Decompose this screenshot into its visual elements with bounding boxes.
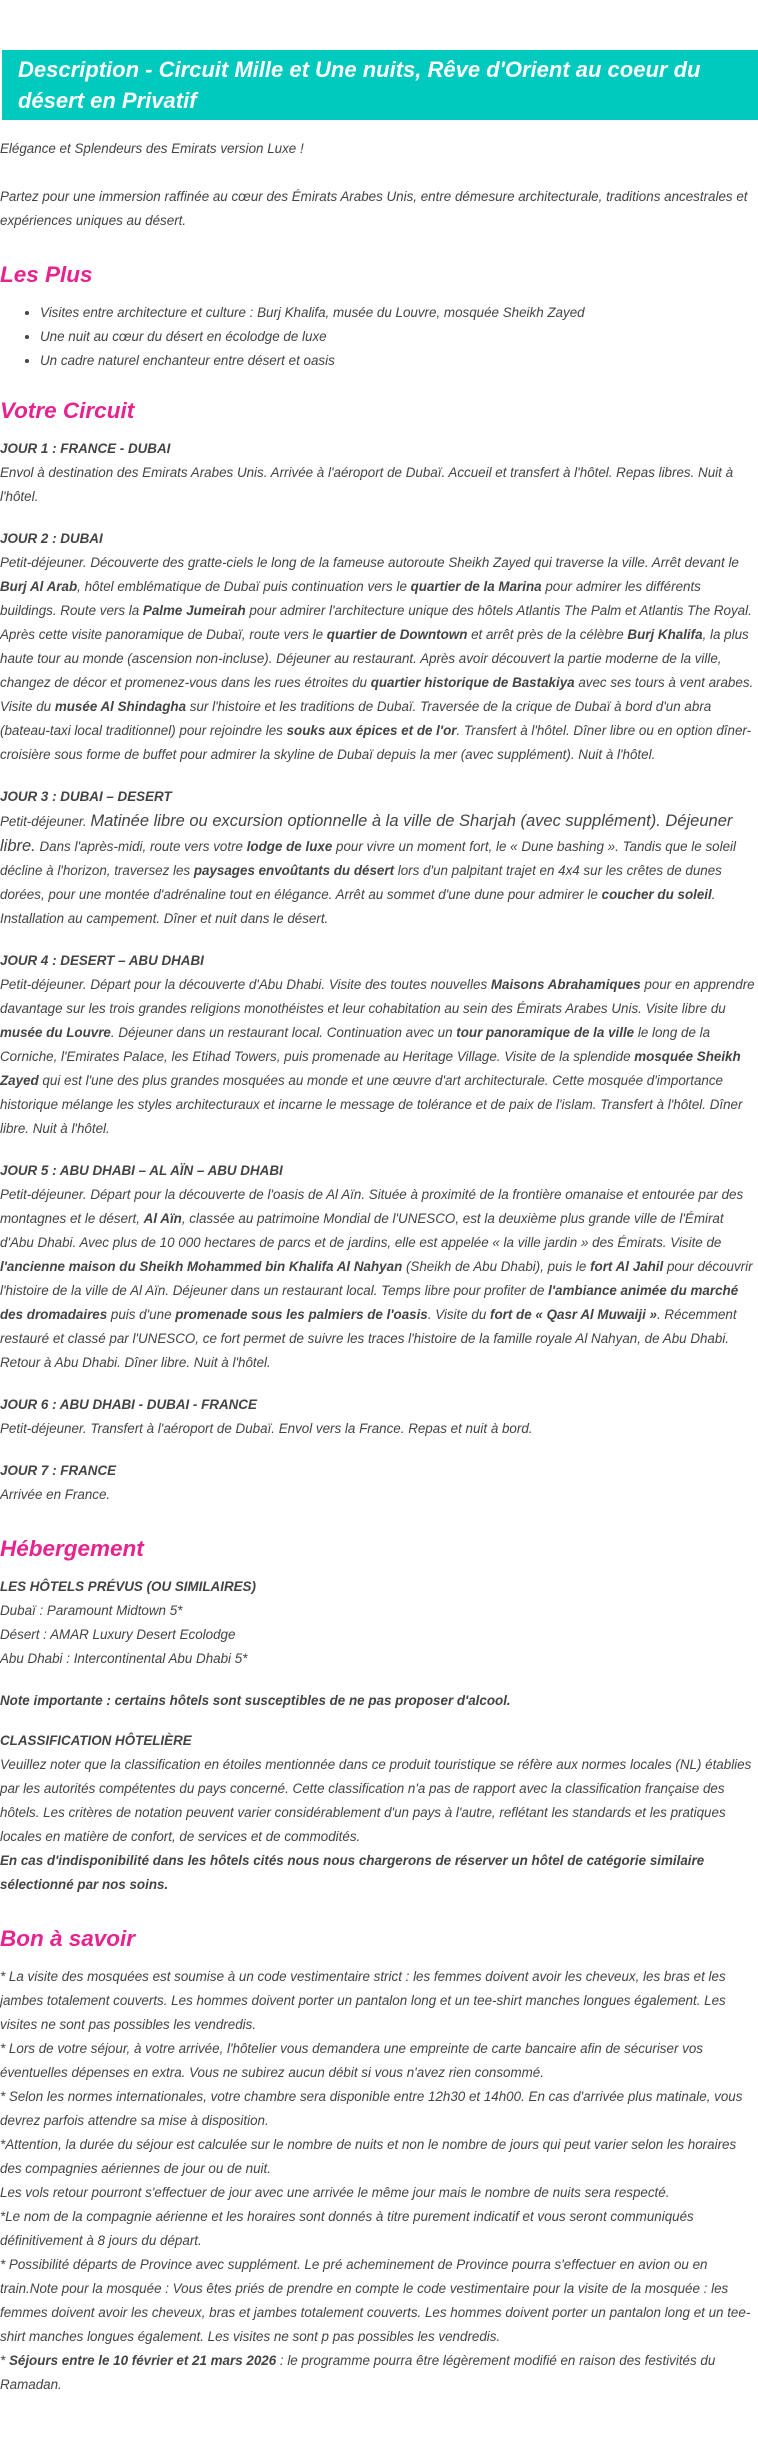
day-block	[0, 1459, 758, 1507]
section-heading-circuit: Votre Circuit	[0, 398, 135, 423]
body-text: Matinée libre ou excursion optionnelle à la ville de Sharjah (avec supplément). Déjeuner libre.	[0, 812, 733, 855]
body-text: * La visite des mosquées est soumise à un code vestimentaire strict : les femmes doivent avoir les cheveux, les bras et les jambes totalement couverts. Les hommes doivent porter un pantalon long et un tee-shirt manches longues également. Les visites ne sont pas possibles les vendredis.	[0, 1969, 726, 2032]
section-heading-hebergement: Hébergement	[0, 1536, 144, 1561]
day-title: JOUR 7 : FRANCE	[0, 1463, 117, 1478]
hotels-block	[0, 1575, 758, 1671]
body-text: Les vols retour pourront s'effectuer de jour avec une arrivée le même jour mais le nombre de nuits sera respecté.	[0, 2185, 670, 2200]
body-text: Envol à destination des Emirats Arabes Unis. Arrivée à l'aéroport de Dubaï. Accueil et transfert à l'hôtel. Repas libres. Nuit à l'hôtel.	[0, 465, 734, 504]
day-block	[0, 949, 758, 1141]
day-block	[0, 437, 758, 509]
highlight-text: Séjours entre le 10 février et 21 mars 2026	[8, 2353, 277, 2368]
highlight-text: Burj Khalifa	[627, 627, 703, 642]
note-item	[0, 2205, 758, 2253]
highlight-text: quartier historique de Bastakiya	[370, 675, 575, 690]
highlight-text: musée Al Shindagha	[54, 699, 187, 714]
body-text: . Transfert à l'hôtel. Dîner libre ou en option dîner-croisière sous forme de buffet pour admirer la skyline de Dubaï depuis la mer (avec supplément). Nuit à l'hôtel.	[0, 723, 752, 762]
body-text: *	[0, 2353, 9, 2368]
body-text: Petit-déjeuner. Départ pour la découverte d'Abu Dhabi. Visite des toutes nouvelles	[0, 977, 491, 992]
day-description	[0, 551, 758, 767]
intro-text: Partez pour une immersion raffinée au cœur des Émirats Arabes Unis, entre démesure architecturale, traditions ancestrales et expériences uniques au désert.	[0, 189, 748, 228]
body-text: . Récemment restauré et classé par l'UNESCO, ce fort permet de suivre les traces l'histoire de la famille royale Al Nahyan, de Abu Dhabi. Retour à Abu Dhabi. Dîner libre. Nuit à l'hôtel.	[0, 1307, 737, 1370]
highlight-text: Burj Al Arab	[0, 579, 78, 594]
note-item	[0, 2349, 758, 2397]
body-text: Petit-déjeuner. Transfert à l'aéroport de Dubaï. Envol vers la France. Repas et nuit à bord.	[0, 1421, 533, 1436]
day-block	[0, 1393, 758, 1441]
plus-item: • Visites entre architecture et culture : Burj Khalifa, musée du Louvre, mosquée Sheikh Zayed	[40, 301, 758, 325]
body-text: , hôtel emblématique de Dubaï puis continuation vers le	[77, 579, 411, 594]
body-text: , classée au patrimoine Mondial de l'UNESCO, est la deuxième plus grande ville de l'Émirat d'Abu Dhabi. Avec plus de 10 000 hectares de parcs et de jardins, elle est appelée « la ville jardin » des Émirats. Visite de	[0, 1211, 724, 1250]
day-description	[0, 1483, 758, 1507]
highlight-text: fort de « Qasr Al Muwaiji »	[490, 1307, 657, 1322]
page-title: Description - Circuit Mille et Une nuits, Rêve d'Orient au coeur du désert en Privatif	[2, 50, 758, 120]
body-text: . Visite du	[427, 1307, 491, 1322]
highlight-text: l'ancienne maison du Sheikh Mohammed bin Khalifa Al Nahyan	[0, 1259, 403, 1274]
highlight-text: Palme Jumeirah	[142, 603, 246, 618]
highlight-text: Al Aïn	[143, 1211, 182, 1226]
section-heading-bon-a-savoir: Bon à savoir	[0, 1926, 136, 1951]
body-text: Petit-déjeuner. Découverte des gratte-ciels le long de la fameuse autoroute Sheikh Zayed qui traverse la ville. Arrêt devant le	[0, 555, 739, 570]
body-text: *Attention, la durée du séjour est calculée sur le nombre de nuits et non le nombre de jours qui peut varier selon les horaires des compagnies aériennes de jour ou de nuit.	[0, 2137, 737, 2176]
body-text: puis d'une	[107, 1307, 176, 1322]
plus-list	[0, 301, 758, 373]
hotel-item: Dubaï : Paramount Midtown 5*	[0, 1603, 183, 1618]
body-text: qui est l'une des plus grandes mosquées au monde et une œuvre d'art architecturale. Cette mosquée d'importance historique mélange les styles architecturaux et incarne le message de tolérance et de paix de l'islam. Transfert à l'hôtel. Dîner libre. Nuit à l'hôtel.	[0, 1073, 743, 1136]
body-text: Petit-déjeuner. Départ pour la découverte de l'oasis de Al Aïn. Située à proximité de la frontière omanaise et entourée par des montagnes et le désert,	[0, 1187, 744, 1226]
highlight-text: tour panoramique de la ville	[456, 1025, 635, 1040]
day-title: JOUR 2 : DUBAI	[0, 531, 103, 546]
note-item	[0, 2133, 758, 2181]
body-text: pour admirer l'architecture unique des hôtels Atlantis The Palm et Atlantis The Royal. Après cette visite panoramique de Dubaï, route vers le	[0, 603, 752, 642]
highlight-text: promenade sous les palmiers de l'oasis	[175, 1307, 428, 1322]
body-text: , la plus haute tour au monde (ascension non-incluse). Déjeuner au restaurant. Après avoir découvert la partie moderne de la ville, changez de décor et promenez-vous dans les rues étroites du	[0, 627, 749, 690]
body-text: *Le nom de la compagnie aérienne et les horaires sont donnés à titre purement indicatif et vous seront communiqués définitivement à 8 jours du départ.	[0, 2209, 694, 2248]
day-description	[0, 1183, 758, 1375]
body-text: pour vivre un moment fort, le « Dune bashing ». Tandis que le soleil décline à l'horizon, traversez les	[0, 839, 736, 878]
body-text: . Déjeuner dans un restaurant local. Continuation avec un	[110, 1025, 457, 1040]
body-text: . Installation au campement. Dîner et nuit dans le désert.	[0, 887, 716, 926]
intro-tagline: Elégance et Splendeurs des Emirats version Luxe !	[0, 141, 304, 156]
highlight-text: musée du Louvre	[0, 1025, 111, 1040]
body-text: Petit-déjeuner.	[0, 814, 91, 829]
plus-item: • Une nuit au cœur du désert en écolodge de luxe	[40, 325, 758, 349]
body-text: pour en apprendre davantage sur les trois grandes religions monothéistes et leur cohabitation au sein des Émirats Arabes Unis. Visite libre du	[0, 977, 755, 1016]
day-description	[0, 1417, 758, 1441]
highlight-text: paysages envoûtants du désert	[193, 863, 395, 878]
notes-list	[0, 1965, 758, 2397]
body-text: * Lors de votre séjour, à votre arrivée, l'hôtelier vous demandera une empreinte de carte bancaire afin de sécuriser vos éventuelles dépenses en extra. Vous ne subirez aucun débit si vous n'avez rien consommé.	[0, 2041, 703, 2080]
body-text: pour découvrir l'histoire de la ville de Al Aïn. Déjeuner dans un restaurant local. Temps libre pour profiter de	[0, 1259, 753, 1298]
body-text: avec ses tours à vent arabes. Visite du	[0, 675, 754, 714]
day-title: JOUR 4 : DESERT – ABU DHABI	[0, 953, 204, 968]
highlight-text: Maisons Abrahamiques	[490, 977, 641, 992]
plus-item: • Un cadre naturel enchanteur entre désert et oasis	[40, 349, 758, 373]
day-description	[0, 973, 758, 1141]
highlight-text: quartier de Downtown	[326, 627, 468, 642]
note-item	[0, 1965, 758, 2037]
body-text: (Sheikh de Abu Dhabi), puis le	[402, 1259, 591, 1274]
day-block	[0, 527, 758, 767]
highlight-text: l'ambiance animée du marché des dromadaires	[0, 1283, 739, 1322]
body-text: Dans l'après-midi, route vers votre	[35, 839, 247, 854]
body-text: le long de la Corniche, l'Emirates Palace, les Etihad Towers, puis promenade au Heritage Village. Visite de la splendide	[0, 1025, 711, 1064]
day-description	[0, 461, 758, 509]
note-item	[0, 2253, 758, 2349]
highlight-text: quartier de la Marina	[410, 579, 542, 594]
itinerary	[0, 437, 758, 1507]
body-text: * Possibilité départs de Province avec supplément. Le pré acheminement de Province pourra s'effectuer en avion ou en train.Note pour la mosquée : Vous êtes priés de prendre en compte le code vestimentaire pour la visite de la mosquée : les femmes doivent avoir les cheveux, bras et jambes totalement couverts. Les hommes doivent porter un pantalon long et un tee-shirt manches longues également. Les visites ne sont p pas possibles les vendredis.	[0, 2257, 751, 2344]
classification-text: Veuillez noter que la classification en étoiles mentionnée dans ce produit touristique se réfère aux normes locales (NL) établies par les autorités compétentes du pays concerné. Cette classification n'a pas de rapport avec la classification française des hôtels. Les critères de notation peuvent varier considérablement d'un pays à l'autre, reflétant les standards et les pratiques locales en matière de confort, de services et de commodités.	[0, 1757, 752, 1844]
highlight-text: souks aux épices et de l'or	[286, 723, 457, 738]
hotels-title: LES HÔTELS PRÉVUS (OU SIMILAIRES)	[0, 1579, 256, 1594]
alcohol-note: Note importante : certains hôtels sont susceptibles de ne pas proposer d'alcool.	[0, 1693, 511, 1708]
section-heading-plus: Les Plus	[0, 262, 93, 287]
unavailability-note: En cas d'indisponibilité dans les hôtels cités nous nous chargerons de réserver un hôtel de catégorie similaire sélectionné par nos soins.	[0, 1853, 705, 1892]
note-item	[0, 2181, 758, 2205]
body-text: et arrêt près de la célèbre	[467, 627, 628, 642]
day-description	[0, 809, 758, 931]
note-item	[0, 2085, 758, 2133]
classification-title: CLASSIFICATION HÔTELIÈRE	[0, 1733, 192, 1748]
highlight-text: fort Al Jahil	[590, 1259, 664, 1274]
day-block	[0, 1159, 758, 1375]
body-text: : le programme pourra être légèrement modifié en raison des festivités du Ramadan.	[0, 2353, 716, 2392]
day-title: JOUR 6 : ABU DHABI - DUBAI - FRANCE	[0, 1397, 257, 1412]
body-text: sur l'histoire et les traditions de Dubaï. Traversée de la crique de Dubaï à bord d'un abra (bateau-taxi local traditionnel) pour rejoindre les	[0, 699, 712, 738]
day-block	[0, 785, 758, 931]
body-text: * Selon les normes internationales, votre chambre sera disponible entre 12h30 et 14h00. En cas d'arrivée plus matinale, vous devrez parfois attendre sa mise à disposition.	[0, 2089, 743, 2128]
hotel-item: Abu Dhabi : Intercontinental Abu Dhabi 5*	[0, 1651, 248, 1666]
note-item	[0, 2037, 758, 2085]
body-text: Arrivée en France.	[0, 1487, 111, 1502]
day-title: JOUR 5 : ABU DHABI – AL AÏN – ABU DHABI	[0, 1163, 283, 1178]
body-text: pour admirer les différents buildings. Route vers la	[0, 579, 701, 618]
highlight-text: lodge de luxe	[246, 839, 333, 854]
day-title: JOUR 3 : DUBAI – DESERT	[0, 789, 172, 804]
day-title: JOUR 1 : FRANCE - DUBAI	[0, 441, 171, 456]
hotel-item: Désert : AMAR Luxury Desert Ecolodge	[0, 1627, 236, 1642]
highlight-text: coucher du soleil	[601, 887, 712, 902]
highlight-text: mosquée Sheikh Zayed	[0, 1049, 741, 1088]
body-text: lors d'un palpitant trajet en 4x4 sur les crêtes de dunes dorées, pour une montée d'adrénaline tout en élégance. Arrêt au sommet d'une dune pour admirer le	[0, 863, 722, 902]
